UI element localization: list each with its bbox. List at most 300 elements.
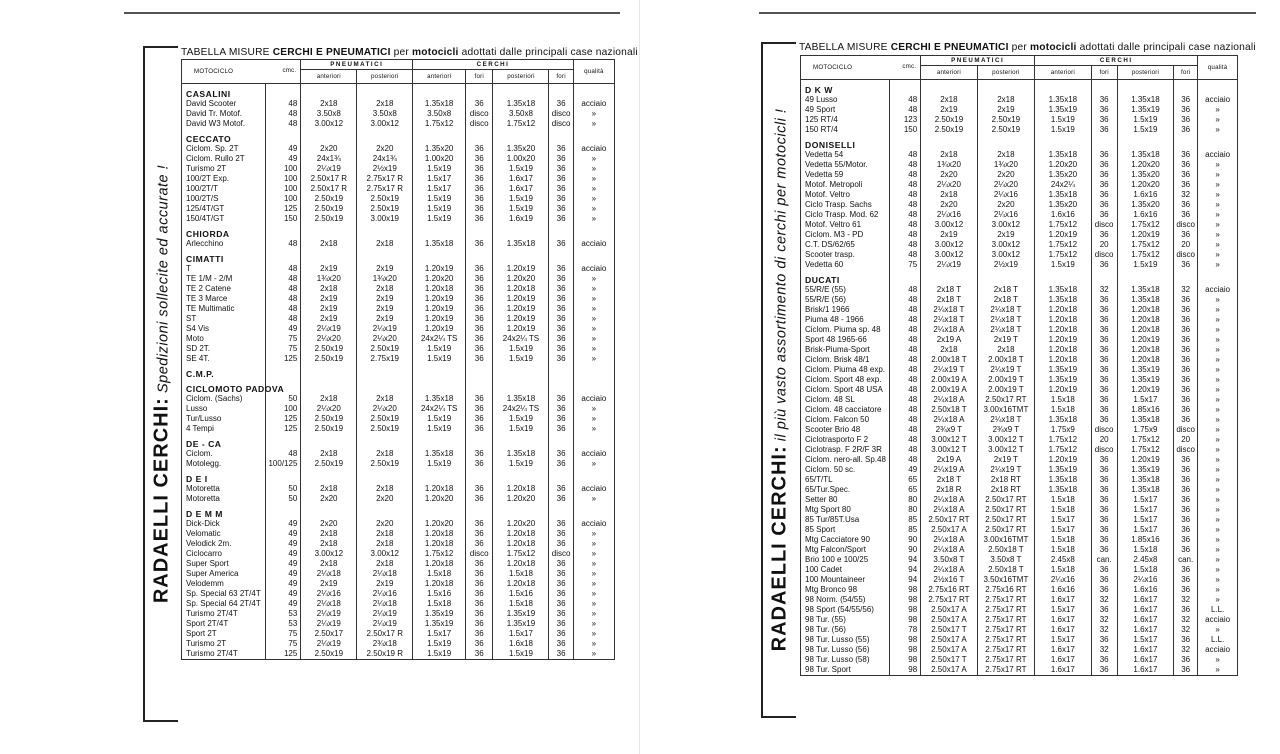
motociclo-cell: 125/4T/GT <box>182 204 266 214</box>
pneu-posteriori-cell: 2x18 <box>977 150 1035 160</box>
fori-cell: 36 <box>549 404 573 414</box>
empty-cell <box>977 140 1035 150</box>
cmc-cell: 48 <box>266 314 301 324</box>
fori-cell: 36 <box>549 164 573 174</box>
motociclo-cell: Ciclotrasporto F 2 <box>801 435 890 445</box>
fori-cell: 36 <box>1091 455 1117 465</box>
empty-cell <box>549 509 573 519</box>
header-fori-2: fori <box>1174 66 1198 80</box>
qualita-cell: » <box>573 589 614 599</box>
cmc-cell: 48 <box>889 190 920 200</box>
section-header-row <box>182 509 615 519</box>
cmc-cell: 48 <box>889 325 920 335</box>
cmc-cell: 48 <box>889 405 920 415</box>
cerchio-posteriore-cell: 3.50x8 <box>493 109 549 119</box>
qualita-cell: » <box>573 344 614 354</box>
fori-cell: 36 <box>549 589 573 599</box>
cerchio-posteriore-cell: 1.35x19 <box>493 619 549 629</box>
fori-cell: 36 <box>549 204 573 214</box>
cmc-cell: 48 <box>889 415 920 425</box>
pneu-posteriori-cell: 2.75x17 RT <box>977 635 1035 645</box>
pneu-anteriori-cell: 2.50x17 A <box>921 615 977 625</box>
table-row <box>801 625 1238 635</box>
fori-cell: 36 <box>1091 160 1117 170</box>
pneu-anteriori-cell: 3.00x12 <box>921 240 977 250</box>
table-row <box>182 579 615 589</box>
pneu-posteriori-cell: 2x20 <box>977 170 1035 180</box>
cerchio-posteriore-cell: 1.20x18 <box>493 539 549 549</box>
table-row <box>182 154 615 164</box>
sidebar-banner <box>143 46 178 722</box>
empty-cell <box>493 509 549 519</box>
empty-cell <box>1035 85 1091 95</box>
pneu-posteriori-cell: 2x18 RT <box>977 475 1035 485</box>
table-row <box>801 170 1238 180</box>
motociclo-cell: 98 Norm. (54/55) <box>801 595 890 605</box>
empty-cell <box>266 369 301 379</box>
empty-cell <box>466 89 493 99</box>
fori-cell: 36 <box>1091 125 1117 135</box>
fori-cell: 32 <box>1174 625 1198 635</box>
pneu-posteriori-cell: 2.00x19 T <box>977 385 1035 395</box>
cmc-cell: 48 <box>889 170 920 180</box>
motociclo-cell: David W3 Motof. <box>182 119 266 129</box>
motociclo-cell: Arlecchino <box>182 239 266 249</box>
empty-cell <box>466 134 493 144</box>
cerchio-anteriore-cell: 1.20x20 <box>413 274 466 284</box>
qualita-cell: » <box>1198 465 1238 475</box>
cerchio-posteriore-cell: 1.20x18 <box>493 579 549 589</box>
pneu-anteriori-cell: 2.50x17 RT <box>921 515 977 525</box>
cmc-cell: 48 <box>889 230 920 240</box>
cmc-cell: 78 <box>889 625 920 635</box>
manufacturer-name: CICLOMOTO PADOVA <box>182 384 266 394</box>
cerchio-posteriore-cell: 1.20x18 <box>1117 355 1173 365</box>
page-title: TABELLA MISURE CERCHI E PNEUMATICI per motocicli adottati dalle principali case nazionali <box>181 47 638 58</box>
cmc-cell: 75 <box>889 260 920 270</box>
table-row <box>182 284 615 294</box>
pneu-posteriori-cell: 2.50x18 T <box>977 545 1035 555</box>
cmc-cell: 49 <box>266 529 301 539</box>
fori-cell: 36 <box>466 99 493 109</box>
cerchio-posteriore-cell: 1.35x18 <box>1117 150 1173 160</box>
empty-cell <box>573 254 614 264</box>
cerchio-anteriore-cell: 1.6x17 <box>1035 615 1091 625</box>
qualita-cell: » <box>1198 190 1238 200</box>
table-body <box>801 80 1238 676</box>
table-row <box>801 515 1238 525</box>
cerchio-anteriore-cell: 1.5x19 <box>413 424 466 434</box>
fori-cell: disco <box>549 109 573 119</box>
section-header-row <box>182 229 615 239</box>
cerchio-anteriore-cell: 1.35x19 <box>1035 375 1091 385</box>
fori-cell: 36 <box>466 649 493 660</box>
pneu-anteriori-cell: 2x18 <box>301 99 357 109</box>
pneu-anteriori-cell: 2.50x19 <box>301 459 357 469</box>
motociclo-cell: SE 4T. <box>182 354 266 364</box>
cerchio-anteriore-cell: 1.35x18 <box>1035 95 1091 105</box>
sidebar-text <box>150 165 173 603</box>
motociclo-cell: Sport 2T/4T <box>182 619 266 629</box>
pneu-anteriori-cell: 2.50x17 R <box>301 174 357 184</box>
empty-cell <box>549 369 573 379</box>
cerchio-posteriore-cell: 1.6x17 <box>493 174 549 184</box>
fori-cell: 36 <box>1174 605 1198 615</box>
motociclo-cell: 150 RT/4 <box>801 125 890 135</box>
table-row <box>801 555 1238 565</box>
fori-cell: 36 <box>549 494 573 504</box>
qualita-cell: » <box>1198 295 1238 305</box>
qualita-cell: » <box>1198 375 1238 385</box>
cerchio-anteriore-cell: 1.6x16 <box>1035 210 1091 220</box>
empty-cell <box>1117 85 1173 95</box>
motociclo-cell: ST <box>182 314 266 324</box>
empty-cell <box>266 254 301 264</box>
pneu-posteriori-cell: 2x19 <box>357 264 413 274</box>
pneu-posteriori-cell: 2.50x19 <box>357 414 413 424</box>
cmc-cell: 94 <box>889 555 920 565</box>
qualita-cell: » <box>573 609 614 619</box>
table-row <box>801 220 1238 230</box>
cmc-cell: 53 <box>266 609 301 619</box>
cerchio-anteriore-cell: 1.20x19 <box>1035 230 1091 240</box>
pneu-posteriori-cell: 2¼x19 <box>357 609 413 619</box>
fori-cell: 36 <box>466 639 493 649</box>
cerchio-posteriore-cell: 1.35x19 <box>1117 105 1173 115</box>
fori-cell: 36 <box>1091 465 1117 475</box>
empty-cell <box>1091 275 1117 285</box>
cmc-cell: 49 <box>266 519 301 529</box>
cerchio-anteriore-cell: 1.5x19 <box>1035 115 1091 125</box>
qualita-cell: acciaio <box>573 99 614 109</box>
fori-cell: disco <box>466 549 493 559</box>
cmc-cell: 49 <box>266 324 301 334</box>
table-row <box>801 455 1238 465</box>
cerchio-anteriore-cell: 1.35x20 <box>1035 200 1091 210</box>
empty-cell <box>493 229 549 239</box>
pneu-posteriori-cell: 2x20 <box>357 144 413 154</box>
fori-cell: 36 <box>1091 260 1117 270</box>
cerchio-posteriore-cell: 1.20x19 <box>1117 335 1173 345</box>
motociclo-cell: 65/Tur.Spec. <box>801 485 890 495</box>
cerchio-anteriore-cell: 1.35x20 <box>413 144 466 154</box>
motociclo-cell: Scooter Brio 48 <box>801 425 890 435</box>
cerchio-posteriore-cell: 1.35x18 <box>493 394 549 404</box>
cmc-cell: 100/125 <box>266 459 301 469</box>
table-row <box>801 405 1238 415</box>
qualita-cell: » <box>573 184 614 194</box>
pneu-anteriori-cell: 2¼x18 A <box>921 565 977 575</box>
table-row <box>801 395 1238 405</box>
cerchio-posteriore-cell: 1.20x18 <box>493 484 549 494</box>
motociclo-cell: Mtg Cacciatore 90 <box>801 535 890 545</box>
cmc-cell: 125 <box>266 354 301 364</box>
qualita-cell: » <box>573 494 614 504</box>
fori-cell: disco <box>1091 445 1117 455</box>
empty-cell <box>1035 140 1091 150</box>
qualita-cell: » <box>1198 405 1238 415</box>
pneu-anteriori-cell: 2x18 T <box>921 295 977 305</box>
section-header-row <box>182 439 615 449</box>
fori-cell: 32 <box>1091 595 1117 605</box>
motociclo-cell: 100 Cadet <box>801 565 890 575</box>
cerchio-posteriore-cell: 1.35x18 <box>1117 475 1173 485</box>
cerchio-posteriore-cell: 1.5x18 <box>1117 545 1173 555</box>
table-row <box>182 539 615 549</box>
qualita-cell: acciaio <box>573 264 614 274</box>
fori-cell: 36 <box>1091 335 1117 345</box>
cmc-cell: 48 <box>889 210 920 220</box>
empty-cell <box>466 509 493 519</box>
qualita-cell: » <box>1198 230 1238 240</box>
table-row <box>182 264 615 274</box>
cerchio-posteriore-cell: 1.35x18 <box>1117 285 1173 295</box>
pneu-anteriori-cell: 2¼x18 A <box>921 395 977 405</box>
cerchio-anteriore-cell: 1.35x18 <box>413 449 466 459</box>
qualita-cell: » <box>1198 655 1238 665</box>
cmc-cell: 65 <box>889 475 920 485</box>
cerchio-anteriore-cell: 1.00x20 <box>413 154 466 164</box>
fori-cell: 36 <box>1091 605 1117 615</box>
pneu-anteriori-cell: 2¼x20 <box>301 334 357 344</box>
pneu-posteriori-cell: 2x18 T <box>977 295 1035 305</box>
fori-cell: disco <box>1174 445 1198 455</box>
cerchio-anteriore-cell: 1.20x18 <box>413 529 466 539</box>
section-header-row <box>182 384 615 394</box>
cerchio-anteriore-cell: 1.20x18 <box>1035 315 1091 325</box>
cmc-cell: 98 <box>889 665 920 676</box>
fori-cell: 36 <box>1091 655 1117 665</box>
cerchio-posteriore-cell: 1.20x20 <box>493 494 549 504</box>
pneu-posteriori-cell: 2.50x19 <box>977 115 1035 125</box>
cerchio-posteriore-cell: 1.6x17 <box>1117 605 1173 615</box>
table-row <box>182 99 615 109</box>
empty-cell <box>889 275 920 285</box>
empty-cell <box>977 275 1035 285</box>
empty-cell <box>357 439 413 449</box>
cerchio-anteriore-cell: 1.5x18 <box>1035 495 1091 505</box>
cmc-cell: 48 <box>266 99 301 109</box>
motociclo-cell: Motof. Veltro 61 <box>801 220 890 230</box>
fori-cell: 20 <box>1091 240 1117 250</box>
fori-cell: disco <box>549 119 573 129</box>
cerchio-anteriore-cell: 1.35x19 <box>413 619 466 629</box>
fori-cell: 36 <box>549 154 573 164</box>
fori-cell: disco <box>1091 425 1117 435</box>
pneu-posteriori-cell: 2.50x17 RT <box>977 395 1035 405</box>
motociclo-cell: Vedetta 59 <box>801 170 890 180</box>
qualita-cell: » <box>1198 220 1238 230</box>
fori-cell: 36 <box>549 629 573 639</box>
cmc-cell: 48 <box>889 240 920 250</box>
pneu-anteriori-cell: 2.50x17 T <box>921 655 977 665</box>
cmc-cell: 48 <box>889 375 920 385</box>
cmc-cell: 100 <box>266 194 301 204</box>
fori-cell: 36 <box>1174 375 1198 385</box>
motociclo-cell: Ciclom. Sport 48 exp. <box>801 375 890 385</box>
manufacturer-name: D E M M <box>182 509 266 519</box>
pneu-anteriori-cell: 2¼x18 A <box>921 535 977 545</box>
motociclo-cell: Brio 100 e 100/25 <box>801 555 890 565</box>
motociclo-cell: Mtg Bronco 98 <box>801 585 890 595</box>
table-row <box>182 609 615 619</box>
cmc-cell: 48 <box>266 274 301 284</box>
fori-cell: 36 <box>1091 115 1117 125</box>
fori-cell: 36 <box>1091 495 1117 505</box>
table-row <box>182 174 615 184</box>
catalog-page-left <box>0 0 639 754</box>
fori-cell: 36 <box>466 184 493 194</box>
cerchio-posteriore-cell: 1.35x18 <box>493 239 549 249</box>
pneu-anteriori-cell: 2.00x19 A <box>921 385 977 395</box>
motociclo-cell: Ciclom. Piuma 48 exp. <box>801 365 890 375</box>
motociclo-cell: Ciclom. Brisk 48/1 <box>801 355 890 365</box>
fori-cell: disco <box>466 109 493 119</box>
cmc-cell: 75 <box>266 334 301 344</box>
table-row <box>801 115 1238 125</box>
cerchio-posteriore-cell: 1.5x19 <box>493 459 549 469</box>
header-qualita: qualità <box>573 60 614 84</box>
pneu-posteriori-cell: 2x18 <box>977 345 1035 355</box>
pneu-anteriori-cell: 2.00x19 A <box>921 375 977 385</box>
pneu-anteriori-cell: 2x18 <box>301 284 357 294</box>
qualita-cell: » <box>573 404 614 414</box>
cerchio-posteriore-cell: 1.6x17 <box>1117 655 1173 665</box>
cmc-cell: 49 <box>266 559 301 569</box>
pneu-anteriori-cell: 2.50x17 A <box>921 525 977 535</box>
cerchio-anteriore-cell: 1.5x18 <box>413 599 466 609</box>
pneu-posteriori-cell: 2x18 <box>357 484 413 494</box>
pneu-anteriori-cell: 2x20 <box>921 170 977 180</box>
motociclo-cell: Moto <box>182 334 266 344</box>
table-row <box>801 105 1238 115</box>
empty-cell <box>573 229 614 239</box>
table-row <box>182 214 615 224</box>
fori-cell: 32 <box>1174 190 1198 200</box>
pneu-anteriori-cell: 2x18 T <box>921 285 977 295</box>
qualita-cell: » <box>1198 545 1238 555</box>
cerchio-posteriore-cell: 1.35x18 <box>493 99 549 109</box>
pneu-posteriori-cell: 2¾x9 T <box>977 425 1035 435</box>
catalog-page-right <box>640 0 1280 754</box>
cmc-cell: 80 <box>889 495 920 505</box>
cerchio-anteriore-cell: 1.5x18 <box>413 569 466 579</box>
pneu-anteriori-cell: 2x20 <box>921 200 977 210</box>
pneu-anteriori-cell: 2¼x19 <box>301 619 357 629</box>
qualita-cell: » <box>573 414 614 424</box>
fori-cell: 20 <box>1174 240 1198 250</box>
pneu-posteriori-cell: 3.00x12 <box>977 250 1035 260</box>
qualita-cell: » <box>1198 435 1238 445</box>
cmc-cell: 48 <box>889 105 920 115</box>
pneu-posteriori-cell: 2.00x18 T <box>977 355 1035 365</box>
cmc-cell: 94 <box>889 575 920 585</box>
cerchio-anteriore-cell: 3.50x8 <box>413 109 466 119</box>
pneu-anteriori-cell: 2¼x19 <box>301 639 357 649</box>
cerchio-posteriore-cell: 2.45x8 <box>1117 555 1173 565</box>
motociclo-cell: Ciclom. 50 sc. <box>801 465 890 475</box>
cerchio-anteriore-cell: 24x2¼ TS <box>413 404 466 414</box>
empty-cell <box>889 85 920 95</box>
pneu-anteriori-cell: 2.50x19 <box>921 125 977 135</box>
motociclo-cell: Ciclom. Rullo 2T <box>182 154 266 164</box>
cerchio-anteriore-cell: 1.35x18 <box>1035 475 1091 485</box>
fori-cell: 36 <box>1091 585 1117 595</box>
qualita-cell: » <box>573 529 614 539</box>
cerchio-posteriore-cell: 1.6x19 <box>493 214 549 224</box>
fori-cell: 36 <box>549 174 573 184</box>
manufacturer-name: D K W <box>801 85 890 95</box>
fori-cell: 36 <box>549 519 573 529</box>
qualita-cell: acciaio <box>1198 645 1238 655</box>
fori-cell: 36 <box>549 609 573 619</box>
pneu-anteriori-cell: 2¼x19 <box>301 164 357 174</box>
table-row <box>801 180 1238 190</box>
fori-cell: 36 <box>466 354 493 364</box>
measurements-table <box>181 59 615 660</box>
table-row <box>182 394 615 404</box>
cerchio-anteriore-cell: 1.5x19 <box>1035 125 1091 135</box>
fori-cell: 36 <box>466 324 493 334</box>
cerchio-posteriore-cell: 1.20x19 <box>1117 230 1173 240</box>
qualita-cell: » <box>573 334 614 344</box>
pneu-anteriori-cell: 2x18 <box>301 239 357 249</box>
cerchio-posteriore-cell: 1.35x18 <box>1117 295 1173 305</box>
fori-cell: 36 <box>466 214 493 224</box>
fori-cell: 36 <box>466 529 493 539</box>
motociclo-cell: 4 Tempi <box>182 424 266 434</box>
fori-cell: 32 <box>1174 285 1198 295</box>
fori-cell: 36 <box>466 459 493 469</box>
fori-cell: 36 <box>1174 230 1198 240</box>
pneu-anteriori-cell: 2¼x18 <box>301 569 357 579</box>
qualita-cell: » <box>573 294 614 304</box>
cerchio-posteriore-cell: 1.75x12 <box>1117 445 1173 455</box>
cerchio-anteriore-cell: 1.20x19 <box>413 324 466 334</box>
table-row <box>801 605 1238 615</box>
cmc-cell: 125 <box>266 414 301 424</box>
cerchio-posteriore-cell: 1.35x19 <box>1117 375 1173 385</box>
cerchio-posteriore-cell: 1.5x17 <box>1117 395 1173 405</box>
cmc-cell: 98 <box>889 605 920 615</box>
pneu-posteriori-cell: 2x19 <box>357 579 413 589</box>
fori-cell: disco <box>1174 250 1198 260</box>
slogan: Spedizioni sollecite ed accurate ! <box>155 164 171 394</box>
pneu-anteriori-cell: 2x18 T <box>921 475 977 485</box>
table-row <box>182 204 615 214</box>
cerchio-anteriore-cell: 2.45x8 <box>1035 555 1091 565</box>
motociclo-cell: TE Multimatic <box>182 304 266 314</box>
fori-cell: disco <box>1091 250 1117 260</box>
table-row <box>801 240 1238 250</box>
cerchio-posteriore-cell: 1.5x19 <box>493 194 549 204</box>
qualita-cell: » <box>1198 385 1238 395</box>
cerchio-posteriore-cell: 1.35x20 <box>1117 170 1173 180</box>
empty-cell <box>466 384 493 394</box>
cerchio-posteriore-cell: 1.20x18 <box>493 284 549 294</box>
pneu-anteriori-cell: 2.50x19 <box>301 344 357 354</box>
fori-cell: 36 <box>466 204 493 214</box>
pneu-posteriori-cell: 2¼x20 <box>357 404 413 414</box>
cerchio-posteriore-cell: 1.85x16 <box>1117 535 1173 545</box>
pneu-posteriori-cell: 2x18 <box>357 539 413 549</box>
motociclo-cell: SD 2T. <box>182 344 266 354</box>
cerchio-anteriore-cell: 1.20x18 <box>413 539 466 549</box>
empty-cell <box>1198 85 1238 95</box>
table-row <box>801 325 1238 335</box>
motociclo-cell: Ciclom. Sp. 2T <box>182 144 266 154</box>
qualita-cell: » <box>1198 160 1238 170</box>
